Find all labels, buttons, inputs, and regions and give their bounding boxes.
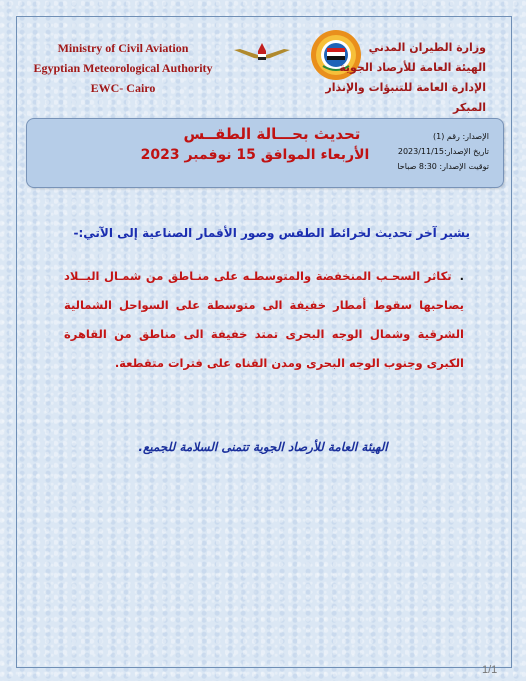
bullet-mark: . bbox=[459, 269, 464, 283]
page-number: 1/1 bbox=[482, 664, 498, 676]
ministry-name-en: Ministry of Civil Aviation bbox=[57, 41, 189, 55]
issue-time: توقيت الإصدار: 8:30 صباحا bbox=[397, 162, 489, 171]
forecast-paragraph bbox=[64, 262, 464, 378]
issue-number: الإصدار: رقم (1) bbox=[433, 132, 489, 141]
civil-aviation-wings-logo bbox=[232, 36, 292, 76]
forecast-text: تكاثر السحـب المنخفضة والمتوسطـه على منـاطق من شمـال البــلاد يصاحبها سقوط أمطار خفيفة الى متوسطة على السواحل الشمالية الشرقية وشمال الوجه البحرى تمتد خفيفة الى مناطق من القاهرة الكبرى وجنوب الوجه البحرى ومدن القناه على فترات متقطعة. bbox=[64, 269, 464, 370]
intro-text: يشير آخر تحديث لخرائط الطقس وصور الأقمار الصناعية إلى الآتي:- bbox=[73, 226, 470, 240]
bulletin-title: تحديث بحـــالة الطقــس bbox=[183, 125, 361, 143]
ministry-name-ar: وزارة الطيران المدني bbox=[368, 41, 486, 54]
issue-date: تاريخ الإصدار:2023/11/15 bbox=[397, 147, 489, 156]
closing-message: الهيئة العامة للأرصاد الجوية تتمنى السلامة للجميع. bbox=[138, 440, 388, 454]
bulletin-title-box bbox=[26, 118, 504, 188]
department-name-ar: الإدارة العامة للتنبؤات والإنذار المبكر bbox=[325, 81, 486, 114]
bulletin-date: الأربعاء الموافق 15 نوفمبر 2023 bbox=[140, 147, 370, 163]
authority-name-ar: الهيئة العامة للأرصاد الجوية bbox=[339, 61, 486, 74]
issue-meta bbox=[369, 129, 489, 174]
authority-name-en: Egyptian Meteorological Authority bbox=[33, 61, 213, 75]
center-name-en: EWC- Cairo bbox=[90, 81, 156, 95]
header-english bbox=[28, 38, 218, 98]
header-arabic bbox=[296, 38, 486, 118]
